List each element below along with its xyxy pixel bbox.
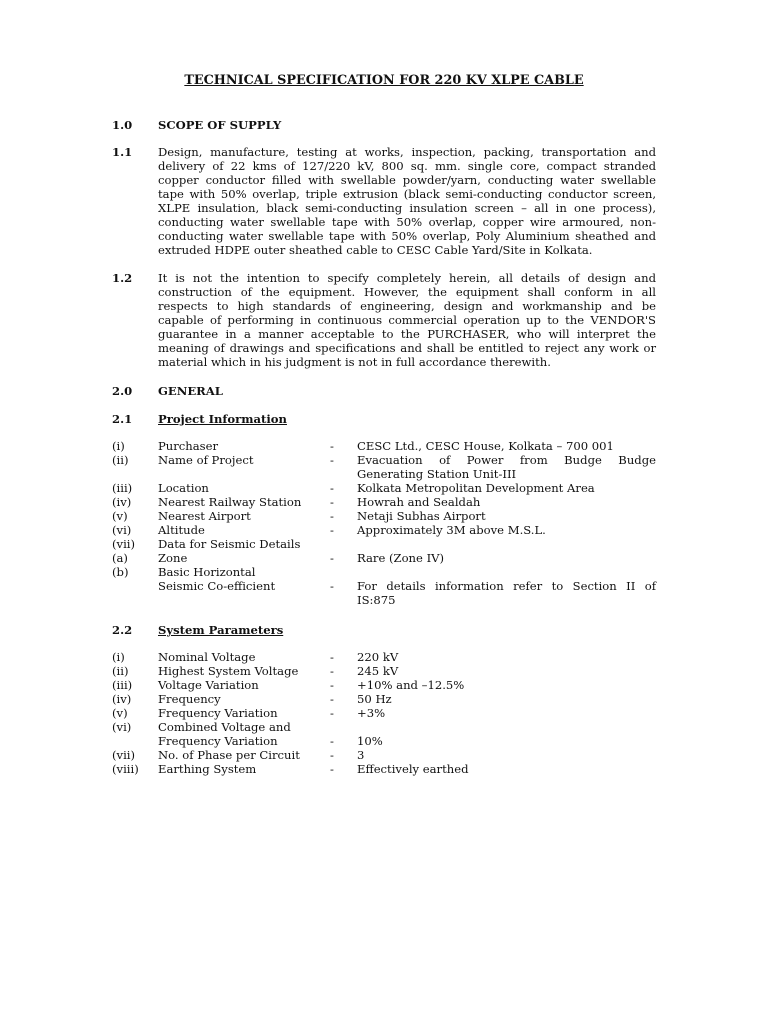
list-item xyxy=(112,509,657,523)
item-label: No. of Phase per Circuit xyxy=(158,748,300,762)
item-separator: - xyxy=(330,495,334,509)
item-index: (vii) xyxy=(112,748,136,762)
item-label: Location xyxy=(158,481,209,495)
item-separator: - xyxy=(330,650,334,664)
item-index: (i) xyxy=(112,650,125,664)
item-value xyxy=(357,664,656,678)
item-index: (ii) xyxy=(112,453,129,467)
item-separator: - xyxy=(330,692,334,706)
item-value xyxy=(357,551,656,565)
value-line: +3% xyxy=(357,706,386,720)
item-separator: - xyxy=(330,523,334,537)
item-value xyxy=(357,439,656,453)
item-separator: - xyxy=(330,579,334,593)
item-index: (vi) xyxy=(112,720,132,734)
value-line: 220 kV xyxy=(357,650,399,664)
item-separator: - xyxy=(330,762,334,776)
value-line: Howrah and Sealdah xyxy=(357,495,481,509)
list-item xyxy=(112,439,657,453)
section-number: 2.0 xyxy=(112,384,133,398)
item-index: (v) xyxy=(112,509,128,523)
item-label: Zone xyxy=(158,551,188,565)
item-separator: - xyxy=(330,509,334,523)
list-item xyxy=(112,664,657,678)
item-label: Nearest Railway Station xyxy=(158,495,302,509)
text-line: respects to high standards of engineering, design and workmanship and be xyxy=(158,299,656,313)
value-line: 50 Hz xyxy=(357,692,392,706)
item-value xyxy=(357,762,656,776)
item-index: (viii) xyxy=(112,762,139,776)
value-line: Netaji Subhas Airport xyxy=(357,509,486,523)
text-line: XLPE insulation, black semi-conducting insulation screen – all in one process), xyxy=(158,201,656,215)
item-separator: - xyxy=(330,481,334,495)
value-line: Effectively earthed xyxy=(357,762,469,776)
text-line: extruded HDPE outer sheathed cable to CESC Cable Yard/Site in Kolkata. xyxy=(158,243,593,257)
text-line: conducting water swellable tape with 50% overlap, copper wire armoured, non- xyxy=(158,215,656,229)
list-item xyxy=(112,495,657,509)
text-line: material which in his judgment is not in full accordance therewith. xyxy=(158,355,551,369)
list-item xyxy=(112,748,657,762)
section-heading: System Parameters xyxy=(158,623,284,637)
section-number: 2.2 xyxy=(112,623,133,637)
text-line: copper conductor filled with swellable powder/yarn, conducting water swellable xyxy=(158,173,656,187)
section-number: 1.2 xyxy=(112,271,133,285)
item-value xyxy=(357,453,656,481)
item-index: (vi) xyxy=(112,523,132,537)
item-label: Name of Project xyxy=(158,453,254,467)
item-label: Seismic Co-efficient xyxy=(158,579,276,593)
item-separator: - xyxy=(330,678,334,692)
value-line: Rare (Zone IV) xyxy=(357,551,445,565)
section-heading: SCOPE OF SUPPLY xyxy=(158,118,282,132)
item-separator: - xyxy=(330,551,334,565)
item-value xyxy=(357,734,656,748)
value-line: Approximately 3M above M.S.L. xyxy=(357,523,546,537)
item-index: (a) xyxy=(112,551,128,565)
value-line: Evacuation of Power from Budge Budge xyxy=(357,453,656,467)
item-index: (ii) xyxy=(112,664,129,678)
item-value xyxy=(357,748,656,762)
list-item xyxy=(112,579,657,607)
item-index: (i) xyxy=(112,439,125,453)
text-line: conducting water swellable tape with 50% overlap, Poly Aluminium sheathed and xyxy=(158,229,656,243)
value-line: Generating Station Unit-III xyxy=(357,467,517,481)
value-line: For details information refer to Section II of xyxy=(357,579,656,593)
item-label: Altitude xyxy=(158,523,205,537)
item-label: Voltage Variation xyxy=(158,678,259,692)
list-item xyxy=(112,720,657,734)
item-index: (iii) xyxy=(112,481,133,495)
list-item xyxy=(112,692,657,706)
item-separator: - xyxy=(330,734,334,748)
scope-paragraph xyxy=(158,145,656,257)
item-label: Data for Seismic Details xyxy=(158,537,301,551)
value-line: CESC Ltd., CESC House, Kolkata – 700 001 xyxy=(357,439,614,453)
item-label: Earthing System xyxy=(158,762,257,776)
list-item xyxy=(112,537,657,551)
item-separator: - xyxy=(330,706,334,720)
section-heading: Project Information xyxy=(158,412,287,426)
item-index: (iv) xyxy=(112,692,132,706)
item-label: Frequency xyxy=(158,692,221,706)
item-label: Highest System Voltage xyxy=(158,664,299,678)
value-line: IS:875 xyxy=(357,593,396,607)
item-label: Frequency Variation xyxy=(158,706,278,720)
item-label: Nearest Airport xyxy=(158,509,251,523)
item-value xyxy=(357,523,656,537)
text-line: meaning of drawings and specifications and shall be entitled to reject any work or xyxy=(158,341,656,355)
item-label: Purchaser xyxy=(158,439,219,453)
text-line: guarantee in a manner acceptable to the PURCHASER, who will interpret the xyxy=(158,327,656,341)
item-label: Nominal Voltage xyxy=(158,650,256,664)
item-separator: - xyxy=(330,453,334,467)
text-line: delivery of 22 kms of 127/220 kV, 800 sq. mm. single core, compact stranded xyxy=(158,159,656,173)
list-item xyxy=(112,523,657,537)
item-index: (iv) xyxy=(112,495,132,509)
text-line: It is not the intention to specify completely herein, all details of design and xyxy=(158,271,656,285)
value-line: Kolkata Metropolitan Development Area xyxy=(357,481,595,495)
text-line: tape with 50% overlap, triple extrusion (black semi-conducting conductor screen, xyxy=(158,187,656,201)
item-value xyxy=(357,706,656,720)
item-label: Frequency Variation xyxy=(158,734,278,748)
value-line: 245 kV xyxy=(357,664,399,678)
list-item xyxy=(112,481,657,495)
section-heading: GENERAL xyxy=(158,384,223,398)
text-line: Design, manufacture, testing at works, inspection, packing, transportation and xyxy=(158,145,656,159)
document-title: TECHNICAL SPECIFICATION FOR 220 KV XLPE CABLE xyxy=(184,73,584,88)
item-value xyxy=(357,481,656,495)
item-index: (vii) xyxy=(112,537,136,551)
text-line: capable of performing in continuous commercial operation up to the VENDOR'S xyxy=(158,313,656,327)
item-separator: - xyxy=(330,748,334,762)
item-value xyxy=(357,678,656,692)
list-item xyxy=(112,453,657,481)
item-label: Basic Horizontal xyxy=(158,565,256,579)
item-label: Combined Voltage and xyxy=(158,720,291,734)
item-index: (b) xyxy=(112,565,129,579)
section-number: 2.1 xyxy=(112,412,133,426)
list-item xyxy=(112,706,657,720)
item-value xyxy=(357,579,656,607)
section-number: 1.0 xyxy=(112,118,133,132)
item-value xyxy=(357,509,656,523)
value-line: 3 xyxy=(357,748,365,762)
intent-paragraph xyxy=(158,271,656,369)
list-item xyxy=(112,650,657,664)
item-separator: - xyxy=(330,439,334,453)
text-line: construction of the equipment. However, the equipment shall conform in all xyxy=(158,285,656,299)
list-item xyxy=(112,678,657,692)
value-line: 10% xyxy=(357,734,383,748)
list-item xyxy=(112,565,657,579)
item-index: (v) xyxy=(112,706,128,720)
list-item xyxy=(112,551,657,565)
item-value xyxy=(357,692,656,706)
list-item xyxy=(112,762,657,776)
item-value xyxy=(357,650,656,664)
item-value xyxy=(357,495,656,509)
value-line: +10% and –12.5% xyxy=(357,678,465,692)
item-separator: - xyxy=(330,664,334,678)
list-item xyxy=(112,734,657,748)
item-index: (iii) xyxy=(112,678,133,692)
section-number: 1.1 xyxy=(112,145,133,159)
